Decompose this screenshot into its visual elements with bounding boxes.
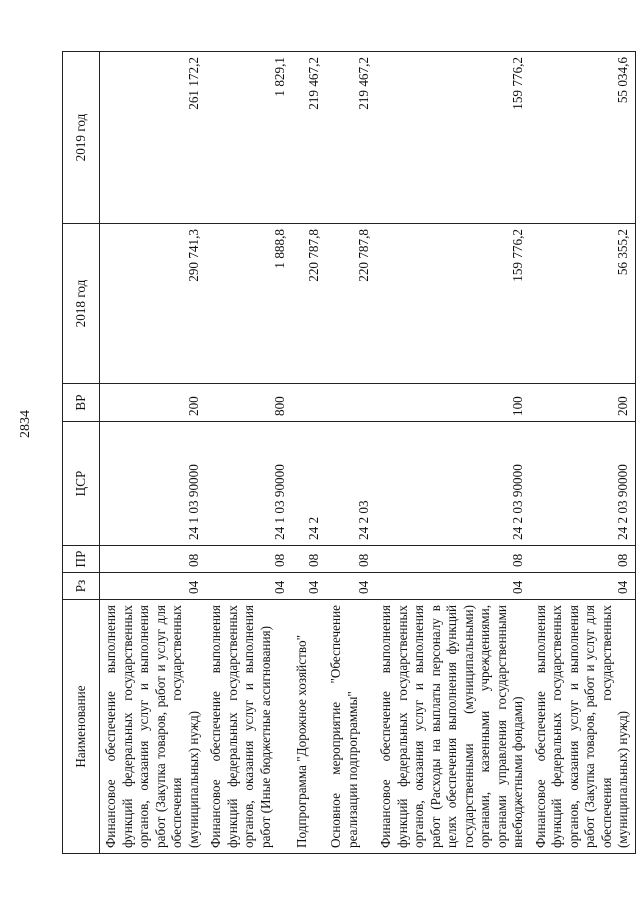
row-vr: 800 [205,384,291,422]
row-csr: 24 2 03 [325,422,375,546]
row-pr: 08 [530,546,636,573]
row-vr [325,384,375,422]
row-rz: 04 [530,573,636,600]
row-rz: 04 [100,573,206,600]
header-name: Наименование [63,600,100,854]
row-pr: 08 [375,546,530,573]
table-row [205,52,291,854]
row-csr: 24 2 03 90000 [530,422,636,546]
row-name: Подпрограмма "Дорожное хозяйство" [291,600,325,854]
header-2019: 2019 год [63,52,100,224]
row-name: Финансовое обеспечение выполнения функций федеральных государственных органов, оказания услуг и выполнения работ (Расходы на выплаты персоналу в целях обеспечения выполнения функций государственными (муниципальными) органами, казенными учреждениями, органами управления государственными внебюджетными фондами) [375,600,530,854]
row-2018: 220 787,8 [325,224,375,384]
table-row [530,52,636,854]
row-2019: 219 467,2 [325,52,375,224]
row-name: Финансовое обеспечение выполнения функций федеральных государственных органов, оказания услуг и выполнения работ (Закупка товаров, работ и услуг для обеспечения государственных (муниципальных) нужд) [530,600,636,854]
row-pr: 08 [100,546,206,573]
row-name: Финансовое обеспечение выполнения функций федеральных государственных органов, оказания услуг и выполнения работ (Иные бюджетные ассигнования) [205,600,291,854]
row-rz: 04 [291,573,325,600]
header-2018: 2018 год [63,224,100,384]
row-csr: 24 1 03 90000 [205,422,291,546]
row-name: Основное мероприятие "Обеспечение реализации подпрограммы" [325,600,375,854]
row-csr: 24 2 [291,422,325,546]
header-row [63,52,100,854]
row-vr: 200 [100,384,206,422]
table-row [375,52,530,854]
table-row [100,52,206,854]
row-rz: 04 [205,573,291,600]
row-pr: 08 [205,546,291,573]
table-row [325,52,375,854]
row-2018: 220 787,8 [291,224,325,384]
row-vr [291,384,325,422]
page-number: 2834 [18,410,33,438]
table-row [291,52,325,854]
row-vr: 200 [530,384,636,422]
row-name: Финансовое обеспечение выполнения функций федеральных государственных органов, оказания услуг и выполнения работ (Закупка товаров, работ и услуг для обеспечения государственных (муниципальных) нужд) [100,600,206,854]
header-pr: ПР [63,546,100,573]
row-2019: 219 467,2 [291,52,325,224]
row-2018: 1 888,8 [205,224,291,384]
row-2019: 159 776,2 [375,52,530,224]
budget-table [62,51,636,854]
row-vr: 100 [375,384,530,422]
row-2019: 261 172,2 [100,52,206,224]
row-rz: 04 [375,573,530,600]
row-pr: 08 [291,546,325,573]
row-2018: 290 741,3 [100,224,206,384]
header-vr: ВР [63,384,100,422]
header-rz: Рз [63,573,100,600]
row-csr: 24 2 03 90000 [375,422,530,546]
row-2019: 1 829,1 [205,52,291,224]
rotated-table-container [62,52,630,854]
header-csr: ЦСР [63,422,100,546]
row-2019: 55 034,6 [530,52,636,224]
row-2018: 56 355,2 [530,224,636,384]
row-csr: 24 1 03 90000 [100,422,206,546]
row-2018: 159 776,2 [375,224,530,384]
row-pr: 08 [325,546,375,573]
row-rz: 04 [325,573,375,600]
